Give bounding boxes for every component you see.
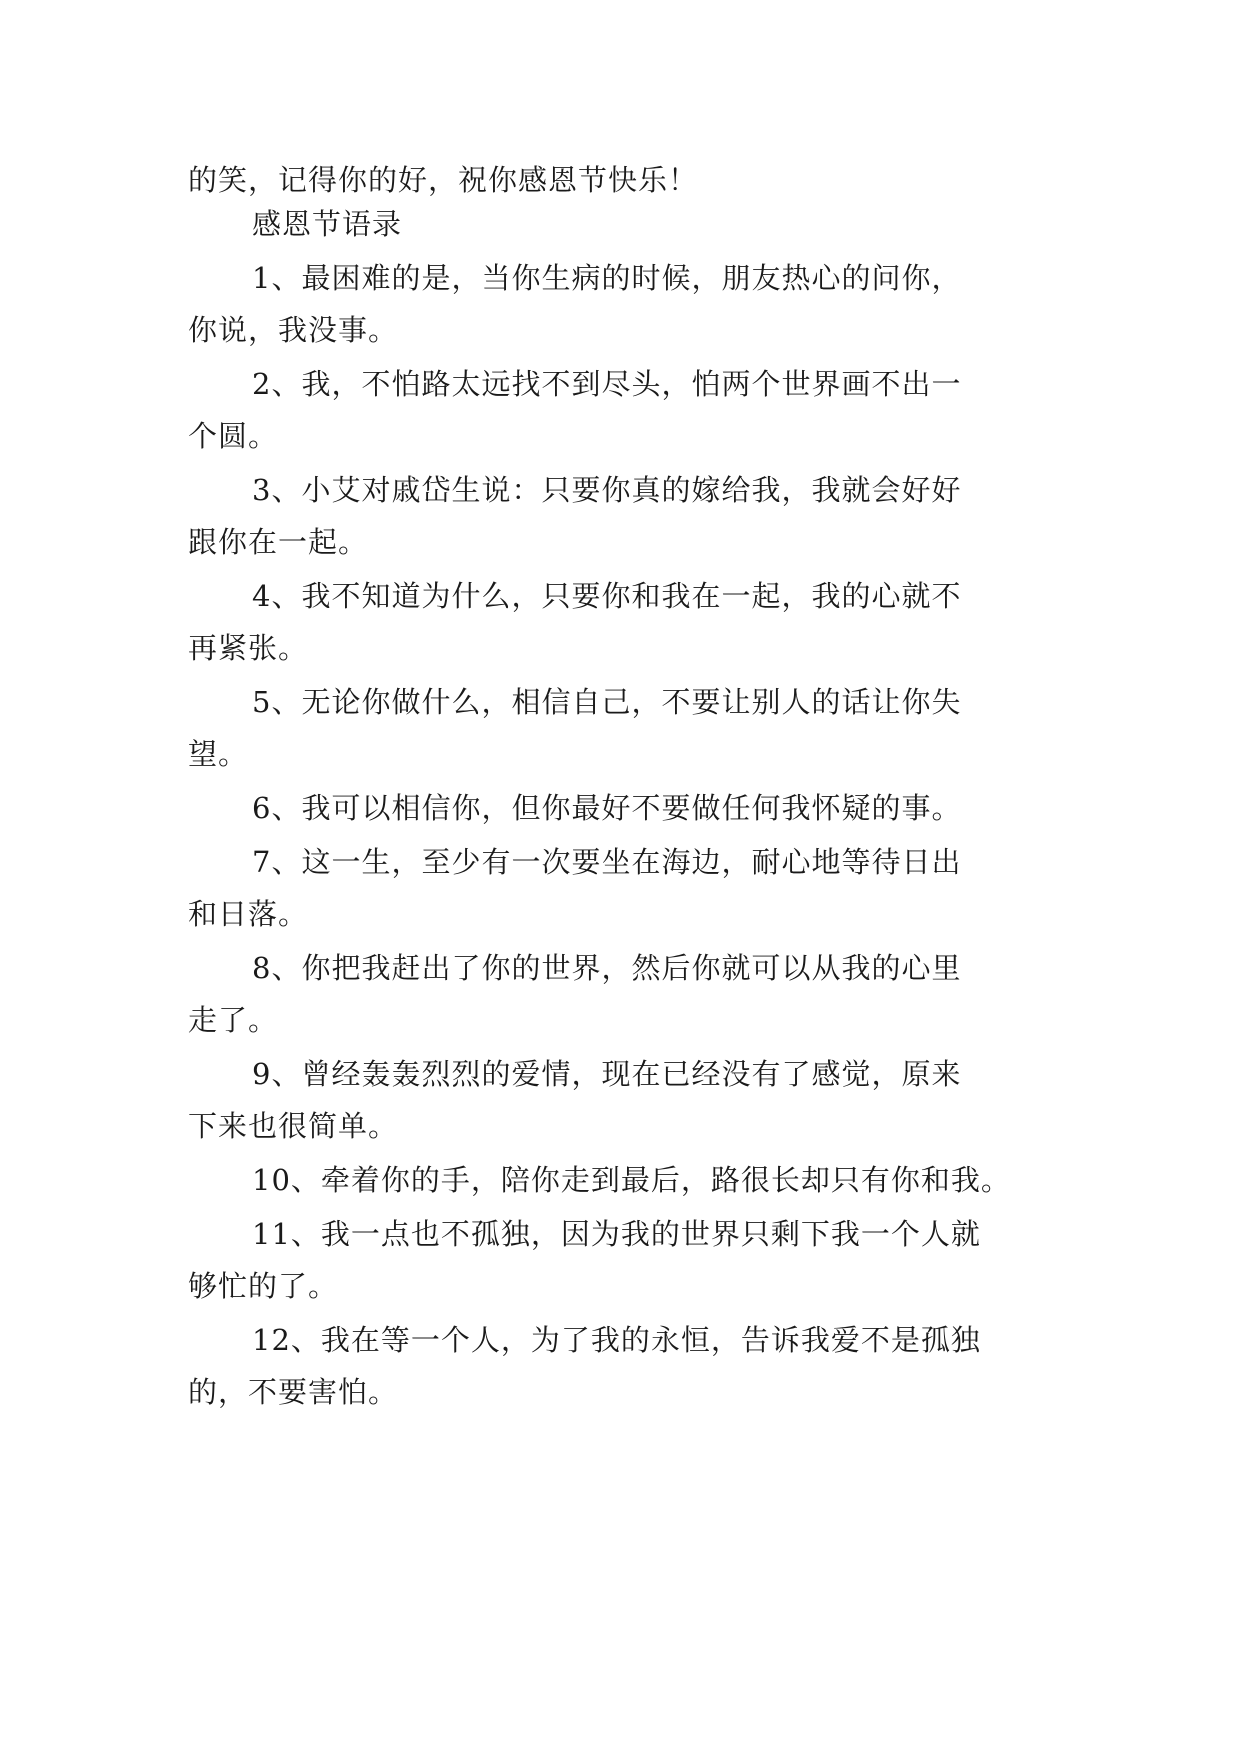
quote-4-line-1: 4、我不知道为什么，只要你和我在一起，我的心就不 — [252, 579, 962, 613]
section-heading: 感恩节语录 — [252, 207, 403, 241]
quote-8-line-2: 走了。 — [188, 1003, 279, 1037]
quote-3-line-1: 3、小艾对戚岱生说：只要你真的嫁给我，我就会好好 — [252, 473, 962, 507]
quote-9-line-2: 下来也很简单。 — [188, 1109, 399, 1143]
quote-9-line-1: 9、曾经轰轰烈烈的爱情，现在已经没有了感觉，原来 — [252, 1057, 962, 1091]
quote-10-line-1: 10、牵着你的手，陪你走到最后，路很长却只有你和我。 — [252, 1163, 1011, 1197]
quote-1-line-1: 1、最困难的是，当你生病的时候，朋友热心的问你， — [252, 261, 962, 295]
quote-1-line-2: 你说，我没事。 — [188, 313, 399, 347]
quote-6-line-1: 6、我可以相信你，但你最好不要做任何我怀疑的事。 — [252, 791, 962, 825]
quote-11-line-2: 够忙的了。 — [188, 1269, 339, 1303]
paragraph-continuation: 的笑，记得你的好，祝你感恩节快乐！ — [188, 163, 699, 197]
quote-12-line-2: 的，不要害怕。 — [188, 1375, 399, 1409]
quote-4-line-2: 再紧张。 — [188, 631, 309, 665]
quote-11-line-1: 11、我一点也不孤独，因为我的世界只剩下我一个人就 — [252, 1217, 981, 1251]
quote-3-line-2: 跟你在一起。 — [188, 525, 369, 559]
quote-12-line-1: 12、我在等一个人，为了我的永恒，告诉我爱不是孤独 — [252, 1323, 981, 1357]
quote-5-line-1: 5、无论你做什么，相信自己，不要让别人的话让你失 — [252, 685, 962, 719]
quote-8-line-1: 8、你把我赶出了你的世界，然后你就可以从我的心里 — [252, 951, 962, 985]
quote-5-line-2: 望。 — [188, 737, 249, 771]
quote-7-line-1: 7、这一生，至少有一次要坐在海边，耐心地等待日出 — [252, 845, 962, 879]
quote-2-line-2: 个圆。 — [188, 419, 279, 453]
quote-7-line-2: 和日落。 — [188, 897, 309, 931]
quote-2-line-1: 2、我，不怕路太远找不到尽头，怕两个世界画不出一 — [252, 367, 962, 401]
